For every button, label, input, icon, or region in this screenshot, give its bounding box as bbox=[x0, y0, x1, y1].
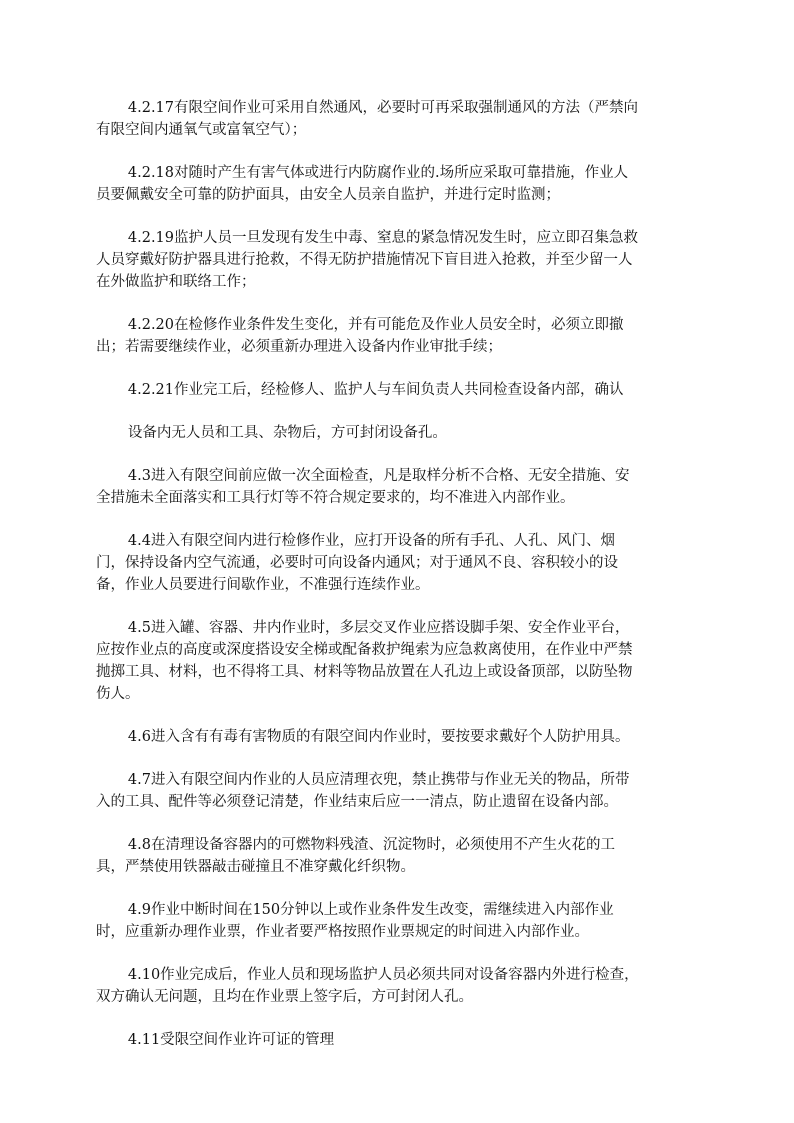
paragraph-4-3: 4.3进入有限空间前应做一次全面检查，凡是取样分析不合格、无安全措施、安 全措施未全面落实和工具行灯等不符合规定要求的，均不准进入内部作业。 bbox=[96, 468, 630, 506]
paragraph-4-7: 4.7进入有限空间内作业的人员应清理衣兜，禁止携带与作业无关的物品，所带 入的工具、配件等必须登记清楚，作业结束后应一一清点，防止遗留在设备内部。 bbox=[96, 772, 630, 810]
paragraph-4-6: 4.6进入含有有毒有害物质的有限空间内作业时，要按要求戴好个人防护用具。 bbox=[127, 729, 630, 745]
paragraph-4-9: 4.9作业中断时间在150分钟以上或作业条件发生改变，需继续进入内部作业 时，应重新办理作业票，作业者要严格按照作业票规定的时间进入内部作业。 bbox=[96, 902, 614, 940]
paragraph-4-2-21: 4.2.21作业完工后，经检修人、监护人与车间负责人共同检查设备内部，确认 bbox=[127, 382, 624, 398]
paragraph-4-4: 4.4进入有限空间内进行检修作业，应打开设备的所有手孔、人孔、风门、烟 门，保持设备内空气流通，必要时可向设备内通风；对于通风不良、容积较小的设 备，作业人员要进行间歇作业，不准强行连续作业。 bbox=[96, 533, 618, 593]
paragraph-4-8: 4.8在清理设备容器内的可燃物料残渣、沉淀物时，必须使用不产生火花的工 具，严禁使用铁器敲击碰撞且不准穿戴化纤织物。 bbox=[96, 837, 615, 875]
paragraph-4-11: 4.11受限空间作业许可证的管理 bbox=[127, 1032, 335, 1048]
paragraph-4-10: 4.10作业完成后，作业人员和现场监护人员必须共同对设备容器内外进行检查， 双方确认无问题，且均在作业票上签字后，方可封闭人孔。 bbox=[96, 967, 639, 1005]
paragraph-4-2-20: 4.2.20在检修作业条件发生变化，并有可能危及作业人员安全时，必须立即撤 出；若需要继续作业，必须重新办理进入设备内作业审批手续； bbox=[96, 317, 624, 355]
paragraph-4-2-17: 4.2.17有限空间作业可采用自然通风，必要时可再采取强制通风的方法（严禁向 有限空间内通氧气或富氧空气）； bbox=[96, 100, 639, 138]
document-body bbox=[96, 97, 696, 1051]
paragraph-4-5: 4.5进入罐、容器、井内作业时，多层交叉作业应搭设脚手架、安全作业平台， 应按作业点的高度或深度搭设安全梯或配备救护绳索为应急救离使用，在作业中严禁 抛掷工具、材料，也不得将工具、材料等物品放置在人孔边上或设备顶部，以防坠物 伤人。 bbox=[96, 620, 633, 702]
paragraph-4-2-19: 4.2.19监护人员一旦发现有发生中毒、窒息的紧急情况发生时，应立即召集急救 人员穿戴好防护器具进行抢救，不得无防护措施情况下盲目进入抢救，并至少留一人 在外做监护和联络工作； bbox=[96, 230, 639, 290]
paragraph-4-2-21-continued: 设备内无人员和工具、杂物后，方可封闭设备孔。 bbox=[127, 425, 447, 441]
paragraph-4-2-18: 4.2.18对随时产生有害气体或进行内防腐作业的.场所应采取可靠措施，作业人 员要佩戴安全可靠的防护面具，由安全人员亲自监护，并进行定时监测； bbox=[96, 165, 629, 203]
